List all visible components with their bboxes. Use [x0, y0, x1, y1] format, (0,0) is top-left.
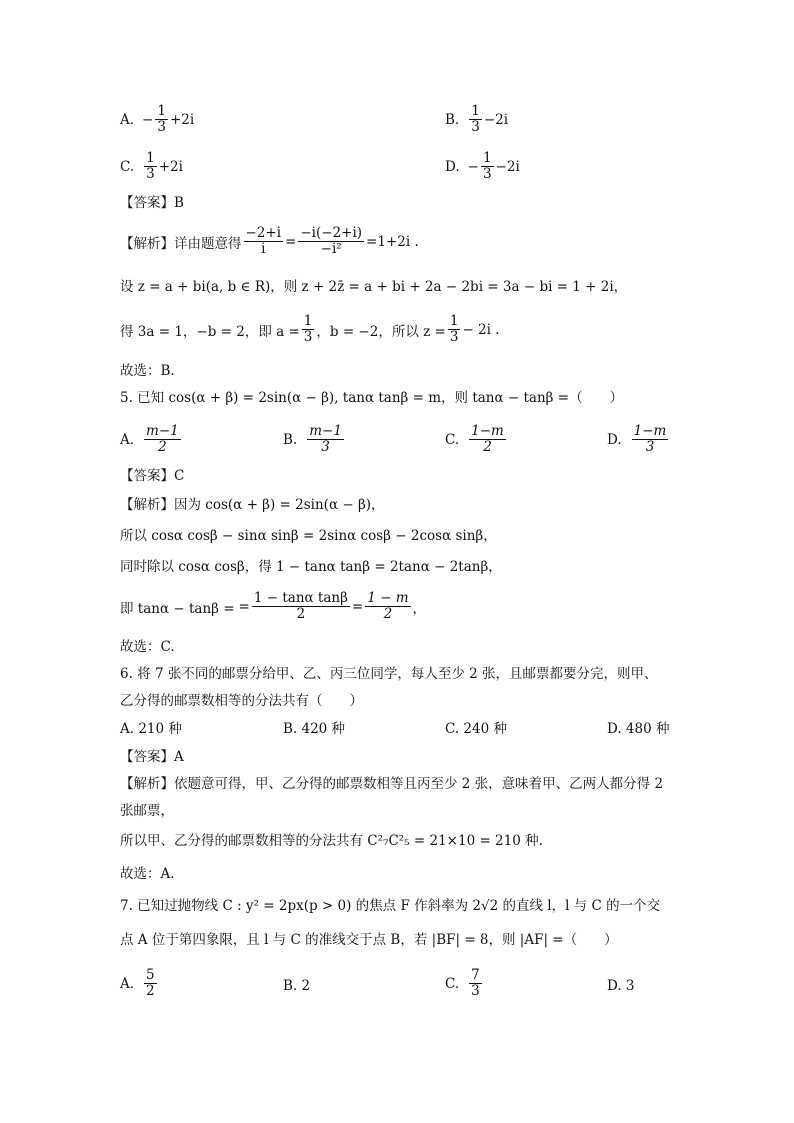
option-tail: +2i — [158, 158, 183, 175]
q5-option-a — [120, 424, 183, 455]
numerator: −2+i — [245, 225, 282, 241]
numerator: 1 − m — [367, 590, 409, 606]
option-label: C. — [120, 158, 135, 175]
option-label: C. — [445, 975, 460, 992]
numerator: m−1 — [309, 423, 342, 439]
q7-stem-line-1: 7. 已知过抛物线 C : y² = 2px(p > 0) 的焦点 F 作斜率为 2√2 的直线 l，l 与 C 的一个交 — [120, 898, 661, 914]
denominator: −i² — [320, 241, 342, 257]
fraction — [302, 314, 315, 345]
q5-analysis-line-2: 所以 cosα cosβ − sinα sinβ = 2sinα cosβ − 2cosα sinβ， — [120, 528, 497, 544]
numerator: 1 — [449, 313, 459, 329]
numerator: 1−m — [633, 423, 667, 439]
fraction — [144, 424, 181, 455]
q6-option-b: B. 420 种 — [283, 721, 346, 737]
analysis-text: ，b = −2，所以 z = — [316, 323, 446, 340]
analysis-text: 详由题意得 — [174, 235, 242, 252]
option-label: D. — [607, 431, 622, 448]
q5-analysis-line-3: 同时除以 cosα cosβ，得 1 − tanα tanβ = 2tanα − 2tanβ， — [120, 559, 502, 575]
q6-analysis-line-1: 【解析】依题意可得，甲、乙分得的邮票数相等且丙至少 2 张，意味着甲、乙两人都分得 2 — [120, 776, 664, 792]
option-label: B. — [445, 111, 460, 128]
equals-sign: = — [351, 598, 364, 615]
numerator: 5 — [146, 967, 155, 983]
option-sign: − — [467, 158, 479, 175]
numerator: 7 — [471, 967, 480, 983]
fraction — [481, 151, 494, 182]
analysis-text: 即 tanα − tanβ = — [120, 600, 235, 617]
denominator: 3 — [303, 329, 313, 345]
option-label: A. — [120, 111, 135, 128]
q6-analysis-line-2: 张邮票， — [120, 803, 174, 819]
denominator: 3 — [645, 439, 655, 455]
denominator: 2 — [296, 606, 306, 622]
numerator: 1 − tanα tanβ — [253, 590, 348, 606]
q6-option-c: C. 240 种 — [445, 721, 507, 737]
option-tail: −2i — [483, 111, 509, 128]
denominator: 3 — [146, 166, 155, 182]
option-tail: −2i — [495, 158, 520, 175]
fraction — [144, 968, 157, 999]
fraction — [307, 424, 344, 455]
q6-option-d: D. 480 种 — [607, 721, 670, 737]
q6-answer: 【答案】A — [120, 749, 184, 765]
equals-sign: = — [238, 598, 250, 615]
option-label: A. — [120, 431, 135, 448]
q7-option-d: D. 3 — [607, 978, 635, 994]
q7-stem-line-2: 点 A 位于第四象限，且 l 与 C 的准线交于点 B，若 |BF| = 8，则 |AF| =（ ） — [120, 932, 618, 948]
q6-analysis-line-3: 所以甲、乙分得的邮票数相等的分法共有 C²₇C²₅ = 21×10 = 210 种. — [120, 833, 543, 849]
q5-stem: 5. 已知 cos(α + β) = 2sin(α − β), tanα tanβ = m，则 tanα − tanβ =（ ） — [120, 390, 624, 406]
q4-option-c — [120, 151, 183, 182]
denominator: 3 — [157, 119, 166, 135]
q5-option-d — [607, 424, 670, 455]
q6-stem-line-2: 乙分得的邮票数相等的分法共有（ ） — [120, 693, 363, 709]
option-sign: − — [142, 111, 154, 128]
analysis-heading: 【解析】 — [120, 235, 174, 252]
option-label: C. — [445, 431, 460, 448]
denominator: 2 — [158, 439, 167, 455]
denominator: 3 — [321, 439, 330, 455]
numerator: m−1 — [146, 423, 179, 439]
q7-option-c — [445, 968, 484, 999]
q5-analysis-line-4 — [120, 591, 426, 622]
fraction — [469, 424, 506, 455]
denominator: i — [261, 241, 266, 257]
option-tail: +2i — [169, 111, 195, 128]
fraction — [365, 591, 410, 622]
denominator: 2 — [146, 983, 155, 999]
analysis-text: 得 3a = 1，−b = 2，即 a = — [120, 323, 300, 340]
q4-analysis-line-3 — [120, 314, 500, 345]
fraction — [448, 314, 461, 345]
option-label: D. — [445, 158, 460, 175]
denominator: 3 — [471, 983, 480, 999]
denominator: 3 — [449, 329, 459, 345]
q7-option-b: B. 2 — [283, 978, 311, 994]
q4-analysis-line-2: 设 z = a + bi(a, b ∈ R)，则 z + 2z̄ = a + bi + 2a − 2bi = 3a − bi = 1 + 2i， — [120, 279, 628, 295]
q5-option-b — [283, 424, 346, 455]
denominator: 3 — [482, 166, 492, 182]
q4-option-a — [120, 104, 194, 135]
q4-analysis-line-1 — [120, 226, 419, 257]
denominator: 3 — [471, 119, 480, 135]
numerator: 1 — [157, 103, 166, 119]
fraction — [469, 968, 482, 999]
q5-choose: 故选：C. — [120, 639, 175, 655]
numerator: 1 — [471, 103, 480, 119]
denominator: 2 — [383, 606, 393, 622]
fraction — [632, 424, 669, 455]
q4-choose: 故选：B. — [120, 363, 175, 379]
numerator: 1−m — [471, 423, 504, 439]
q6-choose: 故选：A. — [120, 866, 175, 882]
q6-stem-line-1: 6. 将 7 张不同的邮票分给甲、乙、丙三位同学，每人至少 2 张，且邮票都要分完，则甲、 — [120, 666, 658, 682]
q6-option-a: A. 210 种 — [120, 721, 182, 737]
numerator: 1 — [146, 150, 155, 166]
equals-sign: = — [285, 233, 297, 250]
numerator: 1 — [303, 313, 313, 329]
q7-option-a — [120, 968, 159, 999]
q5-answer: 【答案】C — [120, 468, 185, 484]
fraction — [144, 151, 157, 182]
q5-option-c — [445, 424, 508, 455]
option-label: A. — [120, 975, 135, 992]
q4-option-b — [445, 104, 508, 135]
analysis-text: =1+2i . — [366, 233, 419, 250]
denominator: 2 — [483, 439, 492, 455]
analysis-text: ， — [412, 600, 427, 617]
fraction — [244, 226, 284, 257]
fraction — [155, 104, 168, 135]
q4-answer: 【答案】B — [120, 195, 184, 211]
fraction — [252, 591, 350, 622]
option-label: B. — [283, 431, 298, 448]
q5-analysis-line-1: 【解析】因为 cos(α + β) = 2sin(α − β)， — [120, 497, 385, 513]
fraction — [298, 226, 364, 257]
fraction — [469, 104, 482, 135]
q4-option-d — [445, 151, 520, 182]
analysis-text: − 2i . — [462, 321, 500, 338]
numerator: −i(−2+i) — [300, 225, 363, 241]
numerator: 1 — [482, 150, 492, 166]
